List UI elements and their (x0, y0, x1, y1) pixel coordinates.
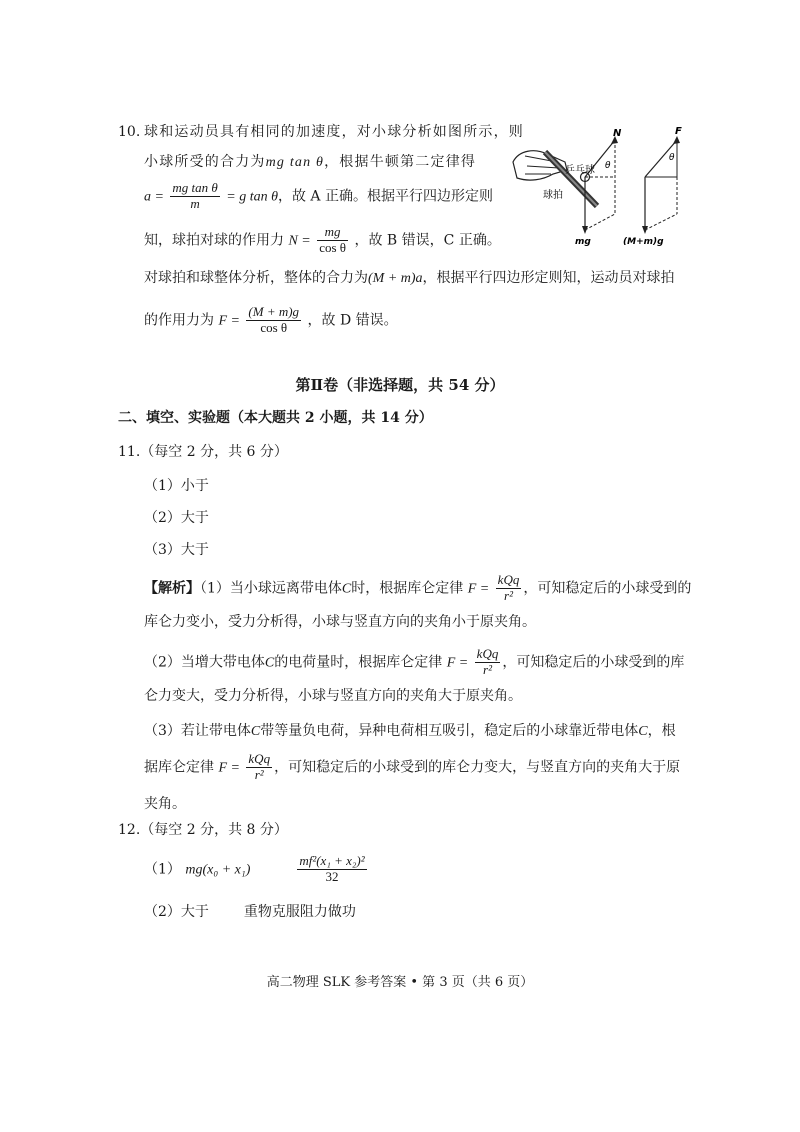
label-F: F (675, 126, 682, 137)
q11-exp2-line2: 仑力变大，受力分析得，小球与竖直方向的夹角大于原夹角。 (144, 688, 522, 704)
label-theta-left: θ (605, 161, 611, 171)
q12-a1-den: 32 (325, 868, 339, 884)
q10-line4-post: ，故 B 错误，C 正确。 (354, 232, 501, 249)
q10-number: 10. (118, 124, 141, 140)
q10-line4-lhs: N = (288, 233, 311, 249)
dashed-diagonal-right (645, 214, 677, 230)
q10-line3-rhs: = g tan θ (226, 189, 278, 205)
q11-answer-1: （1）小于 (144, 478, 209, 494)
q11-exp2-C: C (264, 655, 275, 671)
label-ball: 乒乓球 (565, 165, 595, 176)
coulomb-law-lhs-2: F = (446, 655, 469, 671)
q10-line6-den: cos θ (260, 319, 288, 335)
coulomb-law-fraction (496, 573, 522, 604)
q11-exp1-line1 (144, 573, 691, 604)
q11-answer-2: （2）大于 (144, 510, 209, 526)
q11-exp2-pre: （2）当增大带电体 (144, 654, 265, 671)
label-Mmg: (M+m)g (623, 237, 664, 247)
q12-a1-num: mf²(x₁ + x₂)² (299, 853, 365, 868)
q12-a1-label: （1） (144, 861, 181, 878)
coulomb-law-num: kQq (497, 572, 520, 587)
q11-exp3-C: C (250, 724, 261, 739)
q10-line4-text: 知，球拍对球的作用力 (144, 232, 284, 249)
q10-line2-formula: mg tan θ (265, 155, 325, 170)
q10-force-diagram (505, 122, 705, 252)
q10-line5 (144, 270, 675, 288)
q11-exp2-mid: 的电荷量时，根据库仑定律 (274, 654, 443, 671)
q10-line1: 球和运动员具有相同的加速度，对小球分析如图所示，则 (144, 124, 524, 140)
coulomb-law-fraction-3 (246, 752, 272, 783)
q12-answer-2 (144, 904, 356, 921)
label-theta-right: θ (669, 153, 675, 163)
q10-line3-lhs: a = (144, 189, 164, 205)
q10-line5-text: 对球拍和球整体分析，整体的合力为 (144, 270, 368, 286)
q10-line3-post: ，故 A 正确。根据平行四边形定则 (277, 188, 493, 205)
q10-line2 (144, 154, 476, 172)
q12-answer-1 (144, 854, 369, 885)
coulomb-law-den-3: r² (254, 766, 264, 782)
coulomb-law-den: r² (504, 587, 513, 603)
q10-line4-fraction (317, 225, 348, 256)
q12-a1-fraction (297, 854, 366, 885)
section2-heading: 二、填空、实验题（本大题共 2 小题，共 14 分） (118, 410, 433, 426)
q12-a1-value: mg(x₀ + x₁) (185, 862, 251, 878)
q10-line2-post: ，根据牛顿第二定律得 (324, 154, 477, 170)
q10-line5-formula: (M + m)a (368, 271, 423, 286)
label-mg: mg (575, 237, 591, 247)
q11-exp1-C: C (341, 581, 352, 597)
label-racket: 球拍 (543, 190, 563, 201)
q11-exp3-line2 (144, 752, 680, 783)
q10-line3-fraction (170, 181, 219, 212)
q11-exp3-line1 (144, 723, 676, 741)
q10-line3 (144, 181, 493, 212)
page-footer: 高二物理 SLK 参考答案 • 第 3 页（共 6 页） (266, 975, 534, 990)
q10-line6-lhs: F = (218, 313, 240, 329)
q12-a2-label: （2）大于 (144, 904, 209, 920)
q10-line6 (144, 305, 398, 336)
q11-exp3-pre: （3）若让带电体 (144, 723, 251, 739)
q10-line6-fraction (246, 305, 301, 336)
q10-line2-text: 小球所受的合力为 (144, 154, 266, 170)
q10-line4-den: cos θ (319, 239, 347, 255)
arrowhead-mg (582, 226, 588, 234)
coulomb-law-num-3: kQq (248, 751, 271, 766)
q10-line3-den: m (190, 195, 200, 211)
q11-exp2-line1 (144, 647, 684, 678)
q11-exp3-mid: 带等量负电荷，异种电荷相互吸引，稳定后的小球靠近带电体 (260, 723, 639, 739)
dashed-diagonal-left (585, 214, 615, 230)
q11-exp1-line2: 库仑力变小，受力分析得，小球与竖直方向的夹角小于原夹角。 (144, 614, 536, 630)
explanation-label: 【解析】 (144, 580, 200, 597)
arrowhead-F (673, 136, 680, 144)
q11-exp2-post: ，可知稳定后的小球受到的库 (502, 654, 685, 671)
q11-answer-3: （3）大于 (144, 542, 209, 558)
q11-exp3-post: ，根 (647, 723, 676, 739)
label-N: N (613, 128, 622, 139)
coulomb-law-lhs: F = (467, 581, 490, 597)
section2-title: 第Ⅱ卷（非选择题，共 54 分） (295, 376, 505, 394)
q11-exp3-line3: 夹角。 (144, 796, 186, 812)
q10-line6-num: (M + m)g (248, 304, 300, 319)
q11-exp1-pre: （1）当小球远离带电体 (200, 580, 342, 597)
q12-a2-value: 重物克服阻力做功 (243, 904, 356, 920)
q11-exp3-line2-post: ，可知稳定后的小球受到的库仑力变大，与竖直方向的夹角大于原 (274, 759, 681, 776)
arrowhead-Mmg (642, 226, 648, 234)
q12-header: 12.（每空 2 分，共 8 分） (118, 822, 288, 838)
coulomb-law-den-2: r² (483, 661, 492, 677)
q11-header: 11.（每空 2 分，共 6 分） (118, 444, 288, 460)
q10-line6-post: ，故 D 错误。 (307, 312, 398, 329)
q10-line4-num: mg (317, 225, 348, 241)
q10-line6-text: 的作用力为 (144, 312, 214, 329)
q10-line4 (144, 225, 501, 256)
q11-exp1-mid: 时，根据库仑定律 (351, 580, 464, 597)
q10-line5-post: ，根据平行四边形定则知，运动员对球拍 (422, 270, 675, 286)
coulomb-law-fraction-2 (475, 647, 501, 678)
q11-exp3-line2-pre: 据库仑定律 (144, 759, 214, 776)
q11-exp3-C2: C (638, 724, 648, 739)
coulomb-law-lhs-3: F = (218, 760, 240, 776)
q11-exp1-post: ，可知稳定后的小球受到的 (523, 580, 692, 597)
q10-line3-num: mg tan θ (172, 180, 218, 195)
coulomb-law-num-2: kQq (476, 646, 499, 661)
